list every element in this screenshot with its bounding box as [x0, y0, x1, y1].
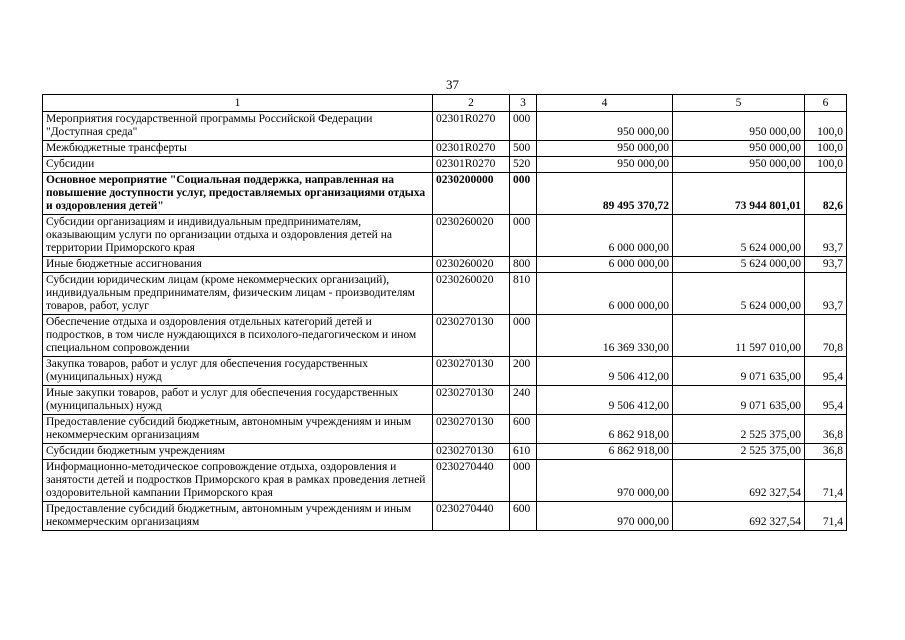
header-cell-percent: 6	[805, 95, 847, 112]
cell-planned: 950 000,00	[537, 141, 673, 157]
cell-percent: 71,4	[805, 460, 847, 502]
cell-executed: 5 624 000,00	[673, 273, 805, 315]
table-row	[43, 141, 847, 157]
cell-name: Мероприятия государственной программы Российской Федерации "Доступная среда"	[43, 112, 433, 141]
cell-percent: 95,4	[805, 386, 847, 415]
cell-percent: 93,7	[805, 215, 847, 257]
cell-planned: 950 000,00	[537, 112, 673, 141]
table-row	[43, 502, 847, 531]
cell-expense-type: 610	[510, 444, 537, 460]
cell-code: 02301R0270	[433, 157, 510, 173]
cell-name: Межбюджетные трансферты	[43, 141, 433, 157]
table-row	[43, 257, 847, 273]
table-body	[43, 112, 847, 531]
cell-code: 0230260020	[433, 215, 510, 257]
cell-planned: 6 000 000,00	[537, 257, 673, 273]
cell-planned: 89 495 370,72	[537, 173, 673, 215]
cell-name: Иные закупки товаров, работ и услуг для обеспечения государственных (муниципальных) нужд	[43, 386, 433, 415]
cell-expense-type: 000	[510, 315, 537, 357]
cell-expense-type: 000	[510, 215, 537, 257]
table-row	[43, 460, 847, 502]
cell-code: 0230260020	[433, 257, 510, 273]
cell-planned: 6 862 918,00	[537, 444, 673, 460]
cell-percent: 93,7	[805, 273, 847, 315]
cell-executed: 950 000,00	[673, 157, 805, 173]
cell-executed: 5 624 000,00	[673, 215, 805, 257]
cell-percent: 100,0	[805, 112, 847, 141]
cell-name: Иные бюджетные ассигнования	[43, 257, 433, 273]
cell-percent: 82,6	[805, 173, 847, 215]
cell-name: Обеспечение отдыха и оздоровления отдельных категорий детей и подростков, в том числе нуждающихся в психолого-педагогическом и ином специальном сопровождении	[43, 315, 433, 357]
table-row	[43, 315, 847, 357]
cell-executed: 5 624 000,00	[673, 257, 805, 273]
cell-executed: 9 071 635,00	[673, 386, 805, 415]
cell-code: 02301R0270	[433, 112, 510, 141]
cell-code: 02301R0270	[433, 141, 510, 157]
cell-executed: 692 327,54	[673, 460, 805, 502]
header-cell-executed: 5	[673, 95, 805, 112]
cell-name: Субсидии юридическим лицам (кроме некоммерческих организаций), индивидуальным предпринимателям, физическим лицам - производителям товаров, работ, услуг	[43, 273, 433, 315]
page-number: 37	[446, 77, 459, 92]
table-row	[43, 273, 847, 315]
cell-planned: 6 862 918,00	[537, 415, 673, 444]
cell-name: Закупка товаров, работ и услуг для обеспечения государственных (муниципальных) нужд	[43, 357, 433, 386]
cell-planned: 950 000,00	[537, 157, 673, 173]
cell-expense-type: 000	[510, 112, 537, 141]
cell-name: Субсидии бюджетным учреждениям	[43, 444, 433, 460]
cell-percent: 71,4	[805, 502, 847, 531]
cell-code: 0230200000	[433, 173, 510, 215]
header-cell-planned: 4	[537, 95, 673, 112]
cell-expense-type: 800	[510, 257, 537, 273]
cell-expense-type: 000	[510, 173, 537, 215]
cell-planned: 9 506 412,00	[537, 386, 673, 415]
cell-name: Субсидии организациям и индивидуальным предпринимателям, оказывающим услуги по организации отдыха и оздоровления детей на территории Приморского края	[43, 215, 433, 257]
cell-executed: 950 000,00	[673, 141, 805, 157]
header-cell-name: 1	[43, 95, 433, 112]
cell-name: Основное мероприятие "Социальная поддержка, направленная на повышение доступности услуг, предоставляемых организациями отдыха и оздоровления детей"	[43, 173, 433, 215]
cell-expense-type: 240	[510, 386, 537, 415]
header-row	[43, 95, 847, 112]
cell-percent: 100,0	[805, 157, 847, 173]
cell-percent: 36,8	[805, 444, 847, 460]
cell-percent: 36,8	[805, 415, 847, 444]
cell-planned: 970 000,00	[537, 460, 673, 502]
table-row	[43, 157, 847, 173]
table-row	[43, 215, 847, 257]
cell-percent: 100,0	[805, 141, 847, 157]
cell-percent: 70,8	[805, 315, 847, 357]
cell-code: 0230260020	[433, 273, 510, 315]
cell-planned: 9 506 412,00	[537, 357, 673, 386]
cell-expense-type: 500	[510, 141, 537, 157]
cell-name: Предоставление субсидий бюджетным, автономным учреждениям и иным некоммерческим организациям	[43, 502, 433, 531]
cell-code: 0230270440	[433, 502, 510, 531]
cell-planned: 16 369 330,00	[537, 315, 673, 357]
cell-percent: 95,4	[805, 357, 847, 386]
cell-code: 0230270130	[433, 415, 510, 444]
table-row	[43, 386, 847, 415]
table-row	[43, 173, 847, 215]
cell-code: 0230270130	[433, 357, 510, 386]
cell-code: 0230270130	[433, 315, 510, 357]
table-row	[43, 112, 847, 141]
cell-executed: 2 525 375,00	[673, 444, 805, 460]
cell-expense-type: 520	[510, 157, 537, 173]
cell-name: Предоставление субсидий бюджетным, автономным учреждениям и иным некоммерческим организациям	[43, 415, 433, 444]
table-row	[43, 415, 847, 444]
cell-expense-type: 600	[510, 415, 537, 444]
cell-executed: 2 525 375,00	[673, 415, 805, 444]
cell-expense-type: 810	[510, 273, 537, 315]
cell-code: 0230270440	[433, 460, 510, 502]
cell-expense-type: 600	[510, 502, 537, 531]
cell-name: Информационно-методическое сопровождение отдыха, оздоровления и занятости детей и подростков Приморского края в рамках проведения летней оздоровительной кампании Приморского края	[43, 460, 433, 502]
cell-executed: 11 597 010,00	[673, 315, 805, 357]
cell-expense-type: 000	[510, 460, 537, 502]
cell-planned: 6 000 000,00	[537, 273, 673, 315]
cell-executed: 9 071 635,00	[673, 357, 805, 386]
cell-planned: 970 000,00	[537, 502, 673, 531]
table-row	[43, 357, 847, 386]
table-row	[43, 444, 847, 460]
cell-code: 0230270130	[433, 444, 510, 460]
cell-name: Субсидии	[43, 157, 433, 173]
budget-execution-table	[42, 94, 847, 531]
cell-percent: 93,7	[805, 257, 847, 273]
cell-code: 0230270130	[433, 386, 510, 415]
cell-planned: 6 000 000,00	[537, 215, 673, 257]
cell-executed: 73 944 801,01	[673, 173, 805, 215]
cell-executed: 950 000,00	[673, 112, 805, 141]
header-cell-expense-type: 3	[510, 95, 537, 112]
header-cell-code: 2	[433, 95, 510, 112]
cell-expense-type: 200	[510, 357, 537, 386]
cell-executed: 692 327,54	[673, 502, 805, 531]
